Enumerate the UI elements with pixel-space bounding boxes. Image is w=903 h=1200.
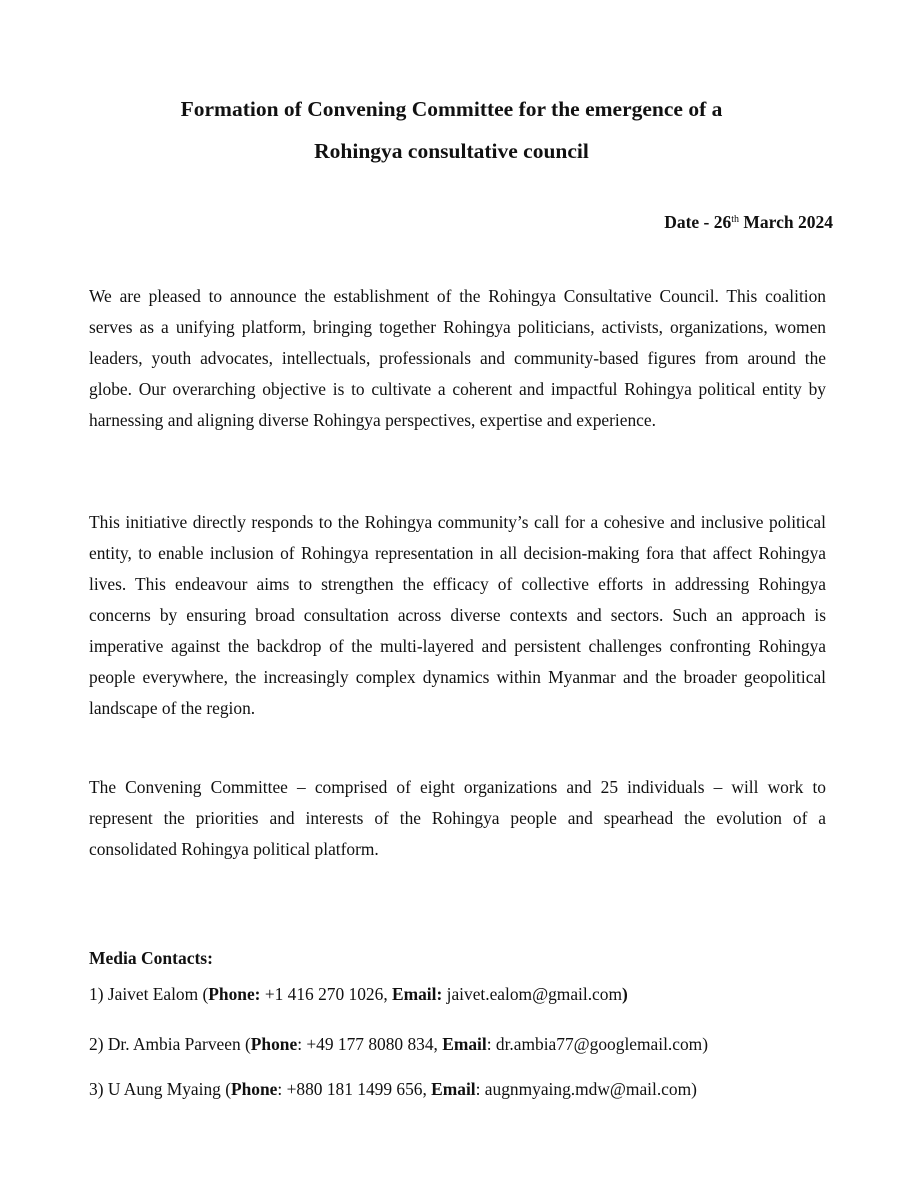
paragraph-announcement: We are pleased to announce the establishment of the Rohingya Consultative Council. This coalition serves as a unifying platform, bringing together Rohingya politicians, activists, organizations, women leaders, youth advocates, intellectuals, professionals and community-based figures from around the globe. Our overarching objective is to cultivate a coherent and impactful Rohingya political entity by harnessing and aligning diverse Rohingya perspectives, expertise and experience.: [89, 286, 826, 430]
media-contact-2: [89, 1034, 708, 1055]
contact-phone-label: Phone: [231, 1079, 278, 1099]
title-line-1: Formation of Convening Committee for the emergence of a: [180, 97, 723, 121]
date-ordinal-suffix: th: [731, 214, 740, 225]
document-title: [60, 88, 843, 172]
contact-phone: : +49 177 8080 834,: [297, 1034, 443, 1054]
contact-close-paren: ): [622, 984, 628, 1004]
date-suffix: March 2024: [739, 212, 833, 232]
media-contact-1: [89, 984, 628, 1005]
contact-name: 1) Jaivet Ealom (: [89, 984, 209, 1004]
contact-email: jaivet.ealom@gmail.com: [442, 984, 622, 1004]
contact-name: 2) Dr. Ambia Parveen (: [89, 1034, 251, 1054]
document-date: [664, 212, 833, 233]
contact-email: : augnmyaing.mdw@mail.com): [475, 1079, 697, 1099]
contact-name: 3) U Aung Myaing (: [89, 1079, 232, 1099]
media-contact-3: [89, 1079, 697, 1100]
contact-phone: +1 416 270 1026,: [260, 984, 393, 1004]
contact-phone: : +880 181 1499 656,: [277, 1079, 432, 1099]
media-contacts-heading: Media Contacts:: [89, 948, 213, 968]
contact-phone-label: Phone:: [208, 984, 261, 1004]
contact-email-label: Email: [442, 1034, 487, 1054]
date-prefix: Date - 26: [664, 212, 732, 232]
contact-email-label: Email:: [392, 984, 443, 1004]
paragraph-convening-committee: The Convening Committee – comprised of eight organizations and 25 individuals – will work to represent the priorities and interests of the Rohingya people and spearhead the evolution of a consolidated Rohingya political platform.: [89, 777, 826, 859]
contact-email: : dr.ambia77@googlemail.com): [486, 1034, 708, 1054]
contact-email-label: Email: [431, 1079, 476, 1099]
title-line-2: Rohingya consultative council: [314, 139, 589, 163]
contact-phone-label: Phone: [250, 1034, 298, 1054]
paragraph-initiative: This initiative directly responds to the Rohingya community’s call for a cohesive and inclusive political entity, to enable inclusion of Rohingya representation in all decision-making fora that affect Rohingya lives. This endeavour aims to strengthen the efficacy of collective efforts in addressing Rohingya concerns by ensuring broad consultation across diverse contexts and sectors. Such an approach is imperative against the backdrop of the multi-layered and persistent challenges confronting Rohingya people everywhere, the increasingly complex dynamics within Myanmar and the broader geopolitical landscape of the region.: [89, 512, 826, 718]
